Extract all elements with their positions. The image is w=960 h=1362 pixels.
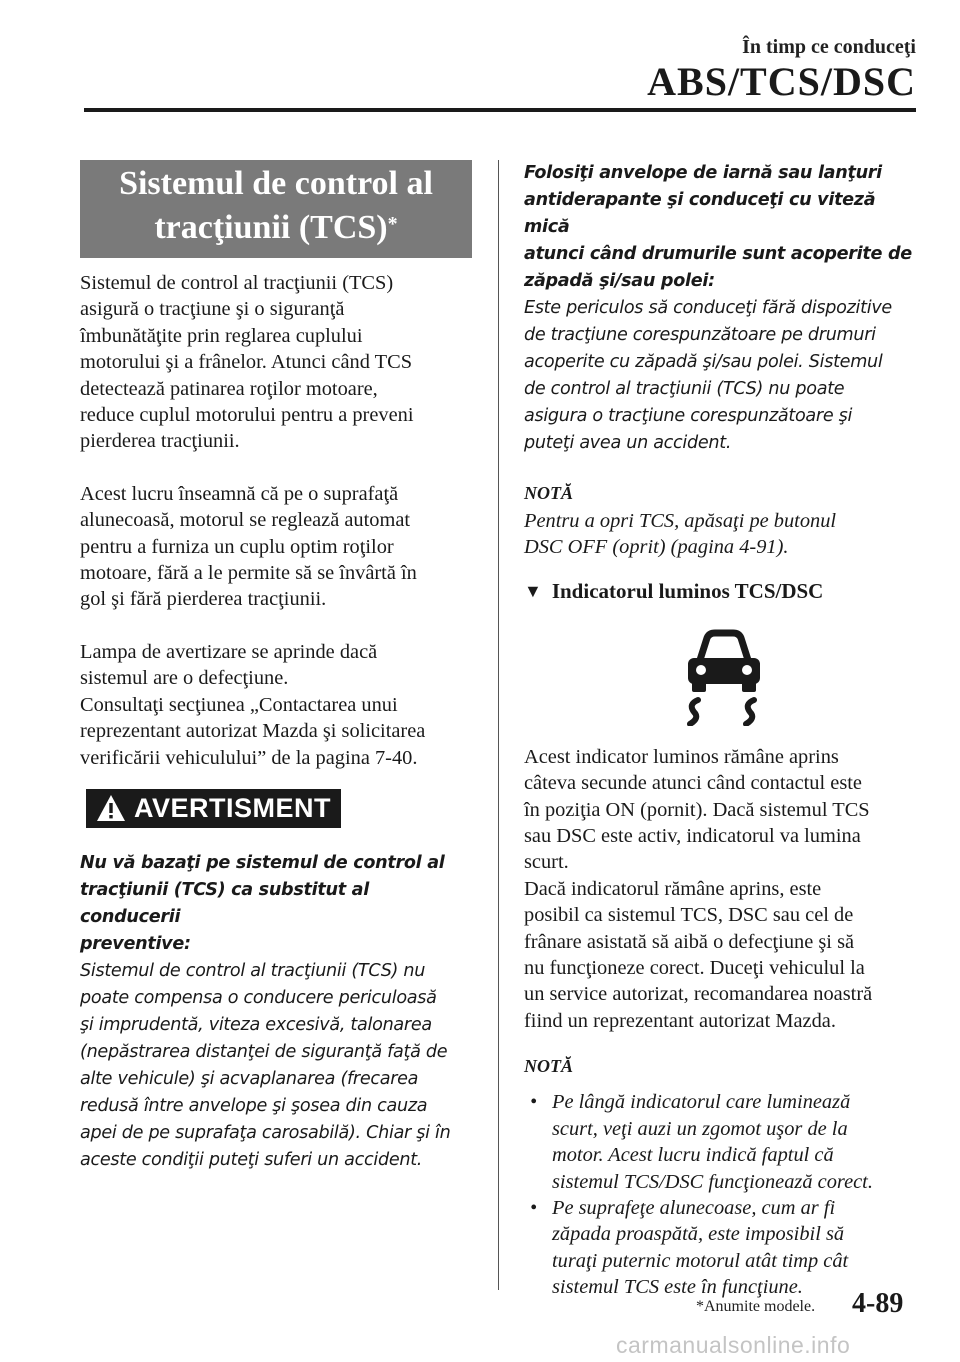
warning-body-line: Sistemul de control al tracţiunii (TCS) nu xyxy=(80,960,426,981)
warning-body-line: redusă între anvelope şi şosea din cauza xyxy=(80,1095,428,1116)
warning-heading-line: preventive: xyxy=(80,933,191,954)
text-line: scurt. xyxy=(524,851,569,874)
warning-body-line: apei de pe suprafaţa carosabilă). Chiar şi în xyxy=(80,1122,451,1143)
left-column xyxy=(80,160,472,1174)
text-line: pierderea tracţiunii. xyxy=(80,430,240,453)
warning-body-line: (nepăstrarea distanţei de siguranţă faţă de xyxy=(80,1041,448,1062)
note-label: NOTĂ xyxy=(524,1056,573,1077)
bullet-line: Pe lângă indicatorul care luminează xyxy=(552,1091,851,1114)
warning-icon xyxy=(96,794,126,822)
warning-heading-line: antiderapante şi conduceţi cu viteză mică xyxy=(524,190,876,237)
text-line: fiind un reprezentant autorizat Mazda. xyxy=(524,1009,836,1032)
section-title-line1: Sistemul de control al xyxy=(119,165,433,202)
right-column xyxy=(524,160,916,1301)
text-line: motorului şi a frânelor. Atunci când TCS xyxy=(80,351,413,374)
bullet-line: motor. Acest lucru indică faptul că xyxy=(552,1144,834,1167)
indicator-paragraph xyxy=(524,744,916,1034)
warning-body-line: asigura o tracţiune corespunzătoare şi xyxy=(524,406,853,426)
warning-body-line: de control al tracţiunii (TCS) nu poate xyxy=(524,379,845,399)
bullet-line: scurt, veţi auzi un zgomot uşor de la xyxy=(552,1117,848,1140)
text-line: în poziţia ON (pornit). Dacă sistemul TCS xyxy=(524,798,870,821)
warning-body-line: acoperite cu zăpadă şi/sau polei. Sistemul xyxy=(524,352,883,372)
intro-paragraph xyxy=(80,270,472,455)
text-line: reprezentant autorizat Mazda şi solicitarea xyxy=(80,720,426,743)
bullet-marker: • xyxy=(530,1091,538,1114)
text-line: reduce cuplul motorului pentru a preveni xyxy=(80,404,414,427)
text-line: câteva secunde atunci când contactul este xyxy=(524,772,862,795)
text-line: motoare, fără a le permite să se învârtă în xyxy=(80,562,417,585)
warning-body-line: Este periculos să conduceţi fără dispozitive xyxy=(524,298,892,318)
text-line: Dacă indicatorul rămâne aprins, este xyxy=(524,877,822,900)
text-line: gol şi fără pierderea tracţiunii. xyxy=(80,588,327,611)
warning-label: AVERTISMENT xyxy=(134,792,332,823)
note-bullet xyxy=(524,1195,916,1301)
text-line: sistemul are o defecţiune. xyxy=(80,667,289,690)
triangle-marker-icon: ▼ xyxy=(524,580,542,601)
warning-body-line: aceste condiţii puteţi suferi un accident. xyxy=(80,1149,423,1170)
header-title: ABS/TCS/DSC xyxy=(647,59,916,104)
text-line: nu funcţioneze corect. Duceţi vehiculul la xyxy=(524,957,865,980)
indicator-heading xyxy=(524,579,916,604)
text-line: Acest indicator luminos rămâne aprins xyxy=(524,745,839,768)
warning-heading-line: Nu vă bazaţi pe sistemul de control al xyxy=(80,852,445,873)
text-line: Acest lucru înseamnă că pe o suprafaţă xyxy=(80,482,399,505)
warning-badge xyxy=(86,789,341,828)
bullet-line: turaţi puternic motorul atât timp cât xyxy=(552,1249,849,1272)
car-skid-icon xyxy=(674,626,774,726)
header-rule xyxy=(84,108,916,112)
lamp-paragraph xyxy=(80,639,472,771)
text-line: pentru a furniza un cuplu optim roţilor xyxy=(80,535,394,558)
text-line: Sistemul de control al tracţiunii (TCS) xyxy=(80,272,394,294)
bullet-line: sistemul TCS/DSC funcţionează corect. xyxy=(552,1170,873,1193)
footnote: *Anumite modele. xyxy=(696,1298,816,1315)
slippery-paragraph xyxy=(80,481,472,613)
text-line: posibil ca sistemul TCS, DSC sau cel de xyxy=(524,904,854,927)
text-line: frânare asistată să aibă o defecţiune şi să xyxy=(524,930,855,953)
text-line: Consultaţi secţiunea „Contactarea unui xyxy=(80,693,398,716)
warning-heading-line: Folosiţi anvelope de iarnă sau lanţuri xyxy=(524,163,882,183)
bullet-marker: • xyxy=(530,1196,538,1219)
section-title-box xyxy=(80,160,472,258)
bullet-line: zăpada proaspătă, este imposibil să xyxy=(552,1223,845,1246)
warning-body-line: puteţi avea un accident. xyxy=(524,433,732,453)
note-line: Pentru a opri TCS, apăsaţi pe butonul xyxy=(524,510,837,532)
text-line: Lampa de avertizare se aprinde dacă xyxy=(80,640,378,663)
indicator-title: Indicatorul luminos TCS/DSC xyxy=(551,578,824,603)
footnote-mark: * xyxy=(387,213,398,235)
column-divider xyxy=(498,160,499,1290)
warning-heading-line: zăpadă şi/sau polei: xyxy=(524,271,715,291)
warning-body-line: de tracţiune corespunzătoare pe drumuri xyxy=(524,325,876,345)
bullet-line: sistemul TCS este în funcţiune. xyxy=(552,1276,803,1299)
text-line: îmbunătăţite prin reglarea cuplului xyxy=(80,324,363,347)
bullet-line: Pe suprafeţe alunecoase, cum ar fi xyxy=(552,1196,836,1219)
note-line: DSC OFF (oprit) (pagina 4-91). xyxy=(524,536,789,559)
text-line: sau DSC este activ, indicatorul va lumina xyxy=(524,825,861,848)
warning-heading-line: tracţiunii (TCS) ca substitut al conducerii xyxy=(80,879,369,927)
header-subtitle: În timp ce conduceţi xyxy=(742,36,916,58)
text-line: alunecoasă, motorul se reglează automat xyxy=(80,509,411,532)
note-label: NOTĂ xyxy=(524,483,573,503)
text-line: un service autorizat, recomandarea noastră xyxy=(524,983,873,1006)
warning-body-line: poate compensa o conducere periculoasă xyxy=(80,987,437,1008)
note-bullet xyxy=(524,1089,916,1195)
warning-body-line: alte vehicule) şi acvaplanarea (frecarea xyxy=(80,1068,419,1089)
section-title-line2: tracţiunii (TCS)* xyxy=(154,209,398,246)
text-line: asigură o tracţiune şi o siguranţă xyxy=(80,298,345,321)
watermark: carmanualsonline.info xyxy=(616,1332,851,1358)
page-number: 4-89 xyxy=(852,1288,904,1319)
winter-warning-text xyxy=(524,160,916,457)
warning-body-line: şi imprudentă, viteza excesivă, talonarea xyxy=(80,1014,432,1035)
warning-heading-line: atunci când drumurile sunt acoperite de xyxy=(524,244,912,264)
text-line: detectează patinarea roţilor motoare, xyxy=(80,377,378,400)
warning-text xyxy=(80,850,472,1174)
text-line: verificării vehiculului” de la pagina 7-40. xyxy=(80,746,418,769)
